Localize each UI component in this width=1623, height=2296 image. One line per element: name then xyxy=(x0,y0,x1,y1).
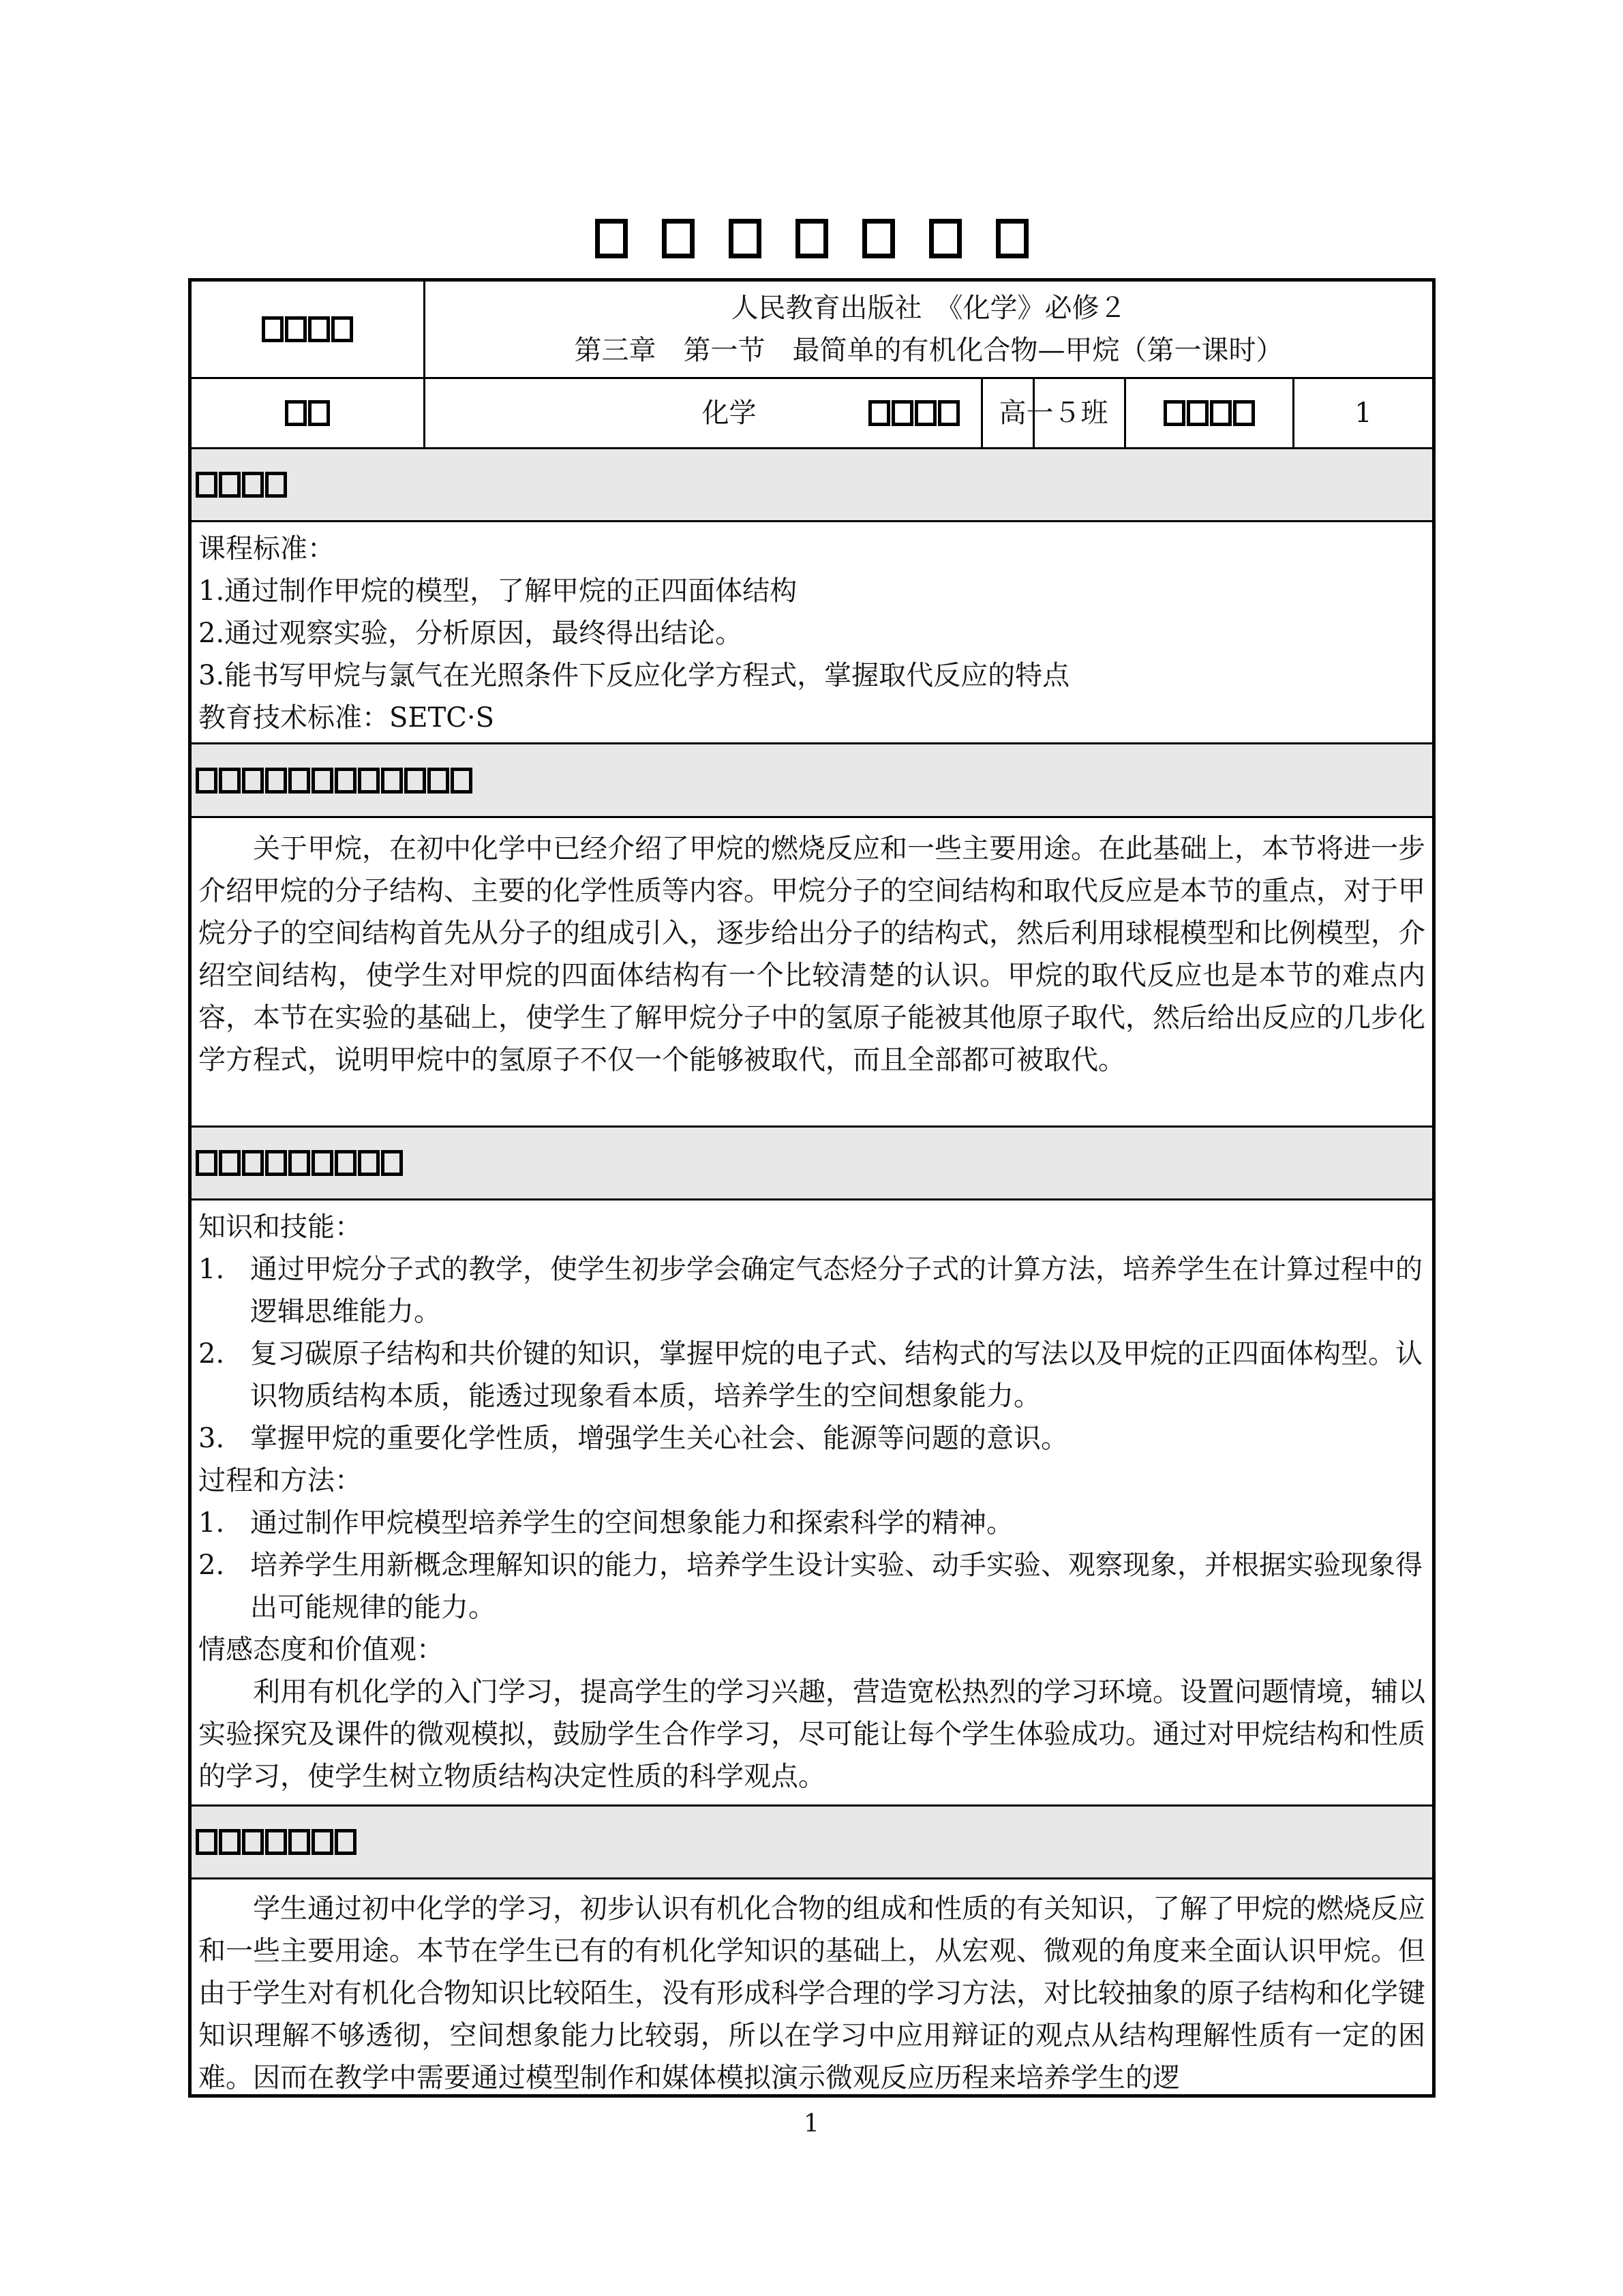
section-heading-objectives xyxy=(192,1128,1432,1200)
list-item: 1. 通过制作甲烷模型培养学生的空间想象能力和探索科学的精神。 xyxy=(198,1507,1014,1539)
missing-glyph-box xyxy=(1187,400,1209,426)
missing-glyph-box xyxy=(729,219,761,258)
missing-glyph-box xyxy=(358,768,380,794)
row-subject xyxy=(192,379,1432,449)
missing-glyph-box xyxy=(285,316,307,342)
missing-glyph-box xyxy=(308,400,330,426)
publisher-line-2: 第三章 第一节 最简单的有机化合物—甲烷（第一课时） xyxy=(574,335,1284,366)
list-item: 3. 掌握甲烷的重要化学性质，增强学生关心社会、能源等问题的意识。 xyxy=(198,1423,1068,1454)
list-item: 2. 复习碳原子结构和共价键的知识，掌握甲烷的电子式、结构式的写法以及甲烷的正四面体构型。认识物质结构本质，能透过现象看本质，培养学生的空间想象能力。 xyxy=(198,1338,1423,1412)
missing-glyph-box xyxy=(219,1829,241,1855)
missing-glyph-box xyxy=(996,219,1029,258)
missing-glyph-box xyxy=(795,219,828,258)
list-item: 2. 培养学生用新概念理解知识的能力，培养学生设计实验、动手实验、观察现象，并根据实验现象得出可能规律的能力。 xyxy=(198,1550,1423,1623)
list-item: 1. 通过甲烷分子式的教学，使学生初步学会确定气态烃分子式的计算方法，培养学生在计算过程中的逻辑思维能力。 xyxy=(198,1254,1423,1327)
textbook-info xyxy=(425,282,1432,377)
missing-glyph-box xyxy=(219,1150,241,1176)
page-number: 1 xyxy=(804,2110,819,2138)
label-subject xyxy=(192,379,425,447)
content-analysis-text: 关于甲烷，在初中化学中已经介绍了甲烷的燃烧反应和一些主要用途。在此基础上，本节将进一步介绍甲烷的分子结构、主要的化学性质等内容。甲烷分子的空间结构和取代反应是本节的重点，对于甲烷分子的空间结构首先从分子的组成引入，逐步给出分子的结构式，然后利用球棍模型和比例模型，介绍空间结构，使学生对甲烷的四面体结构有一个比较清楚的认识。甲烷的取代反应也是本节的难点内容，本节在实验的基础上，使学生了解甲烷分子中的氢原子能被其他原子取代，然后给出反应的几步化学方程式，说明甲烷中的氢原子不仅一个能够被取代，而且全部都可被取代。 xyxy=(198,833,1425,1076)
missing-glyph-box xyxy=(404,768,426,794)
missing-glyph-box xyxy=(242,768,264,794)
missing-glyph-box xyxy=(335,1150,357,1176)
missing-glyph-box xyxy=(288,1829,310,1855)
missing-glyph-box xyxy=(662,219,695,258)
hours-value: 1 xyxy=(1354,397,1372,429)
missing-glyph-box xyxy=(265,472,287,498)
section-heading-learner-analysis xyxy=(192,1807,1432,1879)
missing-glyph-box xyxy=(265,768,287,794)
section-body-standards xyxy=(192,522,1432,744)
missing-glyph-box xyxy=(1233,400,1255,426)
missing-glyph-box xyxy=(862,219,895,258)
missing-glyph-box xyxy=(288,1150,310,1176)
missing-glyph-box xyxy=(285,400,307,426)
missing-glyph-box xyxy=(892,400,913,426)
missing-glyph-box xyxy=(915,400,937,426)
learner-analysis-text: 学生通过初中化学的学习，初步认识有机化合物的组成和性质的有关知识，了解了甲烷的燃烧反应和一些主要用途。本节在学生已有的有机化学知识的基础上，从宏观、微观的角度来全面认识甲烷。但由于学生对有机化合物知识比较陌生，没有形成科学合理的学习方法，对比较抽象的原子结构和化学键知识理解不够透彻，空间想象能力比较弱，所以在学习中应用辩证的观点从结构理解性质有一定的困难。因而在教学中需要通过模型制作和媒体模拟演示微观反应历程来培养学生的逻 xyxy=(198,1893,1425,2094)
missing-glyph-box xyxy=(868,400,890,426)
missing-glyph-box xyxy=(929,219,962,258)
section-body-objectives xyxy=(192,1200,1432,1807)
missing-glyph-box xyxy=(242,472,264,498)
lesson-plan-table xyxy=(188,278,1436,2098)
section-body-content-analysis xyxy=(192,818,1432,1128)
missing-glyph-box xyxy=(265,1829,287,1855)
missing-glyph-box xyxy=(219,472,241,498)
missing-glyph-box xyxy=(938,400,960,426)
missing-glyph-box xyxy=(265,1150,287,1176)
missing-glyph-box xyxy=(331,316,353,342)
missing-glyph-box xyxy=(1210,400,1232,426)
document-title xyxy=(0,205,1623,273)
missing-glyph-box xyxy=(1164,400,1185,426)
missing-glyph-box xyxy=(312,1829,333,1855)
missing-glyph-box xyxy=(242,1150,264,1176)
missing-glyph-box xyxy=(358,1150,380,1176)
missing-glyph-box xyxy=(427,768,449,794)
missing-glyph-box xyxy=(196,1829,217,1855)
standards-text: 课程标准： 1.通过制作甲烷的模型，了解甲烷的正四面体结构 2.通过观察实验，分析原因，最终得出结论。 3.能书写甲烷与氯气在光照条件下反应化学方程式，掌握取代反应的特点 教育技术标准：SETC·S xyxy=(198,533,1070,734)
subject-value: 化学 xyxy=(425,379,1035,447)
label-textbook xyxy=(192,282,425,377)
missing-glyph-box xyxy=(335,768,357,794)
missing-glyph-box xyxy=(312,768,333,794)
missing-glyph-box xyxy=(242,1829,264,1855)
section-heading-standards xyxy=(192,449,1432,522)
missing-glyph-box xyxy=(381,768,403,794)
section-heading-content-analysis xyxy=(192,744,1432,818)
missing-glyph-box xyxy=(219,768,241,794)
section-body-learner-analysis xyxy=(192,1879,1432,2094)
label-hours xyxy=(1126,379,1294,447)
missing-glyph-box xyxy=(335,1829,357,1855)
objectives-text: 知识和技能： 1. 通过甲烷分子式的教学，使学生初步学会确定气态烃分子式的计算方法，培养学生在计算过程中的逻辑思维能力。 2. 复习碳原子结构和共价键的知识，掌握甲烷的电子式、结构式的写法以及甲烷的正四面体构型。认识物质结构本质，能透过现象看本质，培养学生的空间想象能力。 3. 掌握甲烷的重要化学性质，增强学生关心社会、能源等问题的意识。 过程和方法： 1. 通过制作甲烷模型培养学生的空间想象能力和探索科学的精神。 2. 培养学生用新概念理解知识的能力，培养学生设计实验、动手实验、观察现象，并根据实验现象得出可能规律的能力。 情感态度和价值观： 利用有机化学的入门学习，提高学生的学习兴趣，营造宽松热烈的学习环境。设置问题情境，辅以实验探究及课件的微观模拟，鼓励学生合作学习，尽可能让每个学生体验成功。通过对甲烷结构和性质的学习，使学生树立物质结构决定性质的科学观点。 xyxy=(198,1211,1425,1792)
missing-glyph-box xyxy=(451,768,472,794)
missing-glyph-box xyxy=(196,1150,217,1176)
missing-glyph-box xyxy=(262,316,284,342)
missing-glyph-box xyxy=(288,768,310,794)
class-value: 高一５班 xyxy=(983,379,1126,447)
missing-glyph-box xyxy=(196,768,217,794)
row-textbook xyxy=(192,282,1432,379)
label-class xyxy=(847,379,983,447)
missing-glyph-box xyxy=(308,316,330,342)
missing-glyph-box xyxy=(312,1150,333,1176)
missing-glyph-box xyxy=(381,1150,403,1176)
missing-glyph-box xyxy=(595,219,628,258)
missing-glyph-box xyxy=(196,472,217,498)
publisher-line-1: 人民教育出版社 《化学》必修２ xyxy=(731,292,1127,324)
